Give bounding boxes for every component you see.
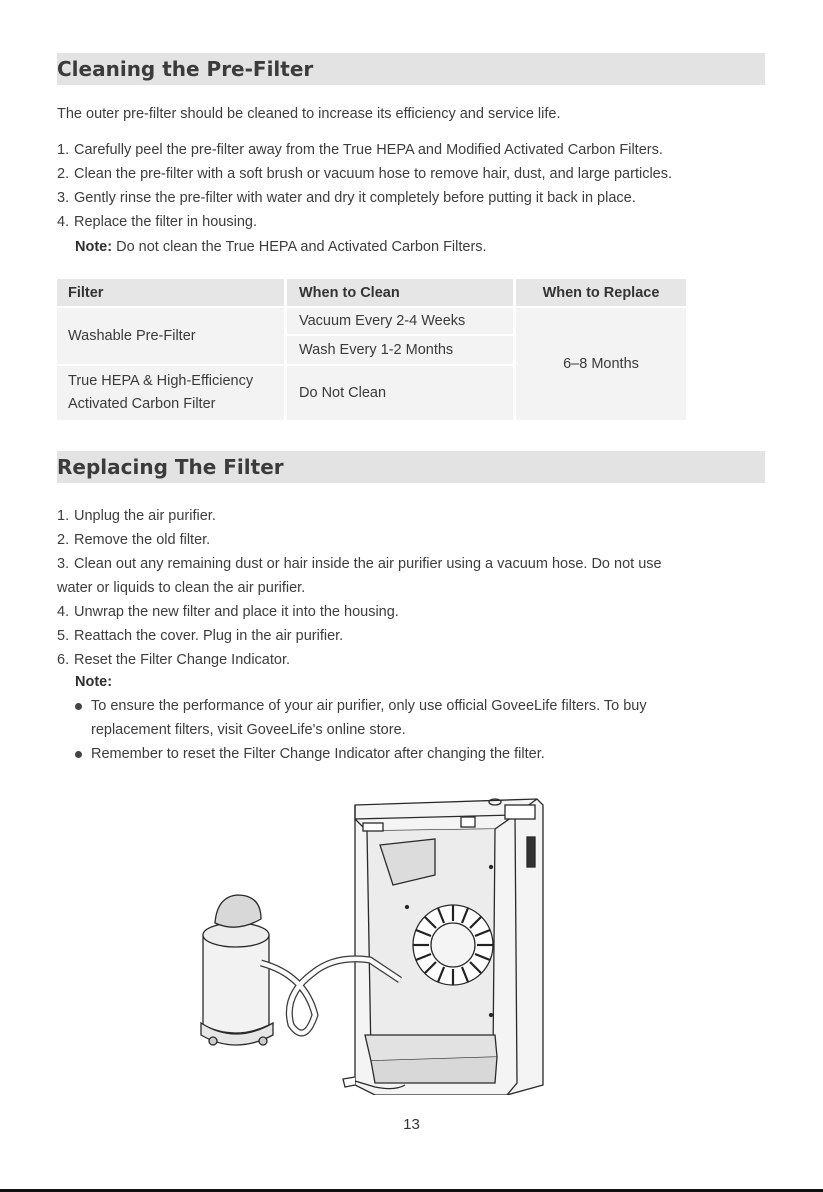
section-title-cleaning: Cleaning the Pre-Filter	[57, 57, 314, 81]
section-heading-replacing	[57, 451, 765, 483]
list-item: 1. Carefully peel the pre-filter away from the True HEPA and Modified Activated Carbon Filters.	[57, 142, 663, 158]
hepa-line-2: Activated Carbon Filter	[68, 396, 216, 412]
table-cell-replace-interval: 6–8 Months	[516, 308, 686, 420]
cleaning-note	[75, 235, 487, 259]
table-cell-washable-prefilter: Washable Pre-Filter	[57, 308, 284, 364]
vacuum-cleaning-air-purifier-illustration	[195, 795, 550, 1095]
note-label: Note:	[75, 674, 113, 690]
replacing-note-bullets	[75, 694, 647, 766]
replacing-steps-list	[57, 504, 662, 672]
list-item-continuation: water or liquids to clean the air purifier.	[57, 580, 306, 596]
list-item-continuation: replacement filters, visit GoveeLife's online store.	[91, 722, 406, 738]
list-item: 4. Replace the filter in housing.	[57, 214, 257, 230]
table-header-when-to-replace: When to Replace	[516, 279, 686, 306]
filter-maintenance-table	[57, 279, 686, 420]
list-item: 3. Clean out any remaining dust or hair inside the air purifier using a vacuum hose. Do not use	[57, 556, 662, 572]
replacing-note-label	[75, 670, 112, 694]
table-cell-wash: Wash Every 1-2 Months	[287, 336, 513, 364]
list-item: 4. Unwrap the new filter and place it into the housing.	[57, 604, 399, 620]
bullet-icon	[75, 694, 91, 718]
intro-paragraph: The outer pre-filter should be cleaned to increase its efficiency and service life.	[57, 106, 561, 122]
list-item: 6. Reset the Filter Change Indicator.	[57, 652, 291, 668]
section-title-replacing: Replacing The Filter	[57, 455, 284, 479]
hepa-line-1: True HEPA & High-Efficiency	[68, 373, 254, 389]
list-item: Remember to reset the Filter Change Indicator after changing the filter.	[75, 742, 647, 766]
list-item: 1. Unplug the air purifier.	[57, 508, 216, 524]
table-cell-hepa-carbon	[57, 366, 284, 420]
cleaning-steps-list	[57, 138, 672, 234]
table-cell-do-not-clean: Do Not Clean	[287, 366, 513, 420]
list-item: 5. Reattach the cover. Plug in the air purifier.	[57, 628, 344, 644]
table-cell-vacuum: Vacuum Every 2-4 Weeks	[287, 308, 513, 334]
table-header-when-to-clean: When to Clean	[287, 279, 513, 306]
list-item: To ensure the performance of your air purifier, only use official GoveeLife filters. To buy	[75, 694, 647, 718]
list-item: 2. Clean the pre-filter with a soft brush or vacuum hose to remove hair, dust, and large particles.	[57, 166, 673, 182]
table-header-filter: Filter	[57, 279, 284, 306]
page-number: 13	[403, 1116, 420, 1133]
note-label: Note:	[75, 239, 113, 255]
list-item: 3. Gently rinse the pre-filter with water and dry it completely before putting it back in place.	[57, 190, 636, 206]
list-item: 2. Remove the old filter.	[57, 532, 211, 548]
section-heading-cleaning	[57, 53, 765, 85]
bullet-icon	[75, 742, 91, 766]
note-text: Do not clean the True HEPA and Activated Carbon Filters.	[116, 239, 487, 255]
